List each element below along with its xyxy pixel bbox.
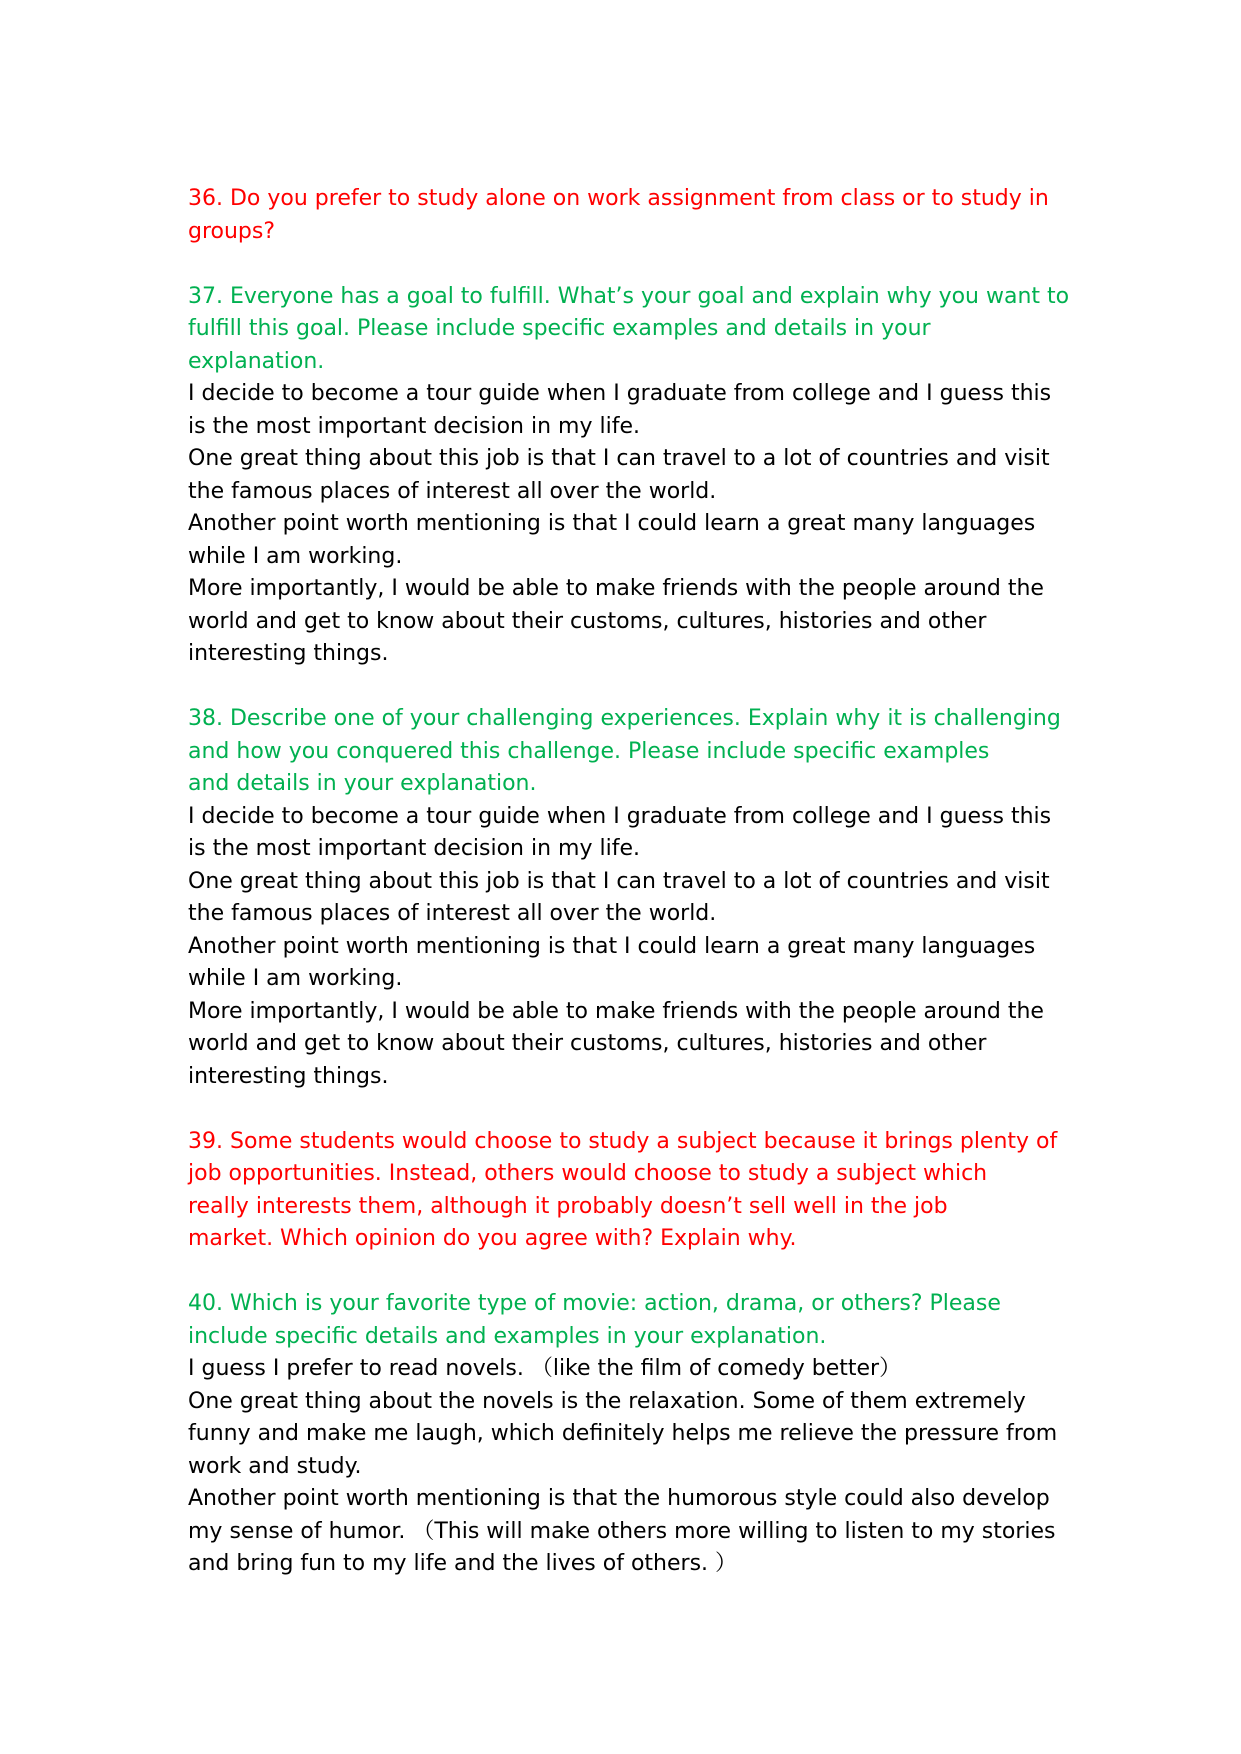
question-39-line: really interests them, although it probably doesn’t sell well in the job xyxy=(188,1193,948,1219)
answer-38-line: Another point worth mentioning is that I could learn a great many languages xyxy=(188,933,1036,959)
answer-40 xyxy=(188,1353,1078,1581)
answer-40-line: funny and make me laugh, which definitely helps me relieve the pressure from xyxy=(188,1421,1058,1446)
question-36-line: groups? xyxy=(188,218,276,244)
document-body xyxy=(188,183,1078,1581)
answer-37 xyxy=(188,378,1078,671)
answer-38-line: interesting things. xyxy=(188,1063,389,1089)
answer-40-line: Another point worth mentioning is that the humorous style could also develop xyxy=(188,1486,1050,1511)
paragraph-spacer xyxy=(188,248,1078,281)
answer-38-line: One great thing about this job is that I can travel to a lot of countries and visit xyxy=(188,868,1050,894)
answer-37-line: I decide to become a tour guide when I graduate from college and I guess this xyxy=(188,381,1052,406)
question-39-line: job opportunities. Instead, others would choose to study a subject which xyxy=(188,1161,988,1186)
question-38-line: and how you conquered this challenge. Please include specific examples xyxy=(188,738,990,764)
paragraph-spacer xyxy=(188,1256,1078,1289)
paragraph-spacer xyxy=(188,1093,1078,1126)
answer-38-line: I decide to become a tour guide when I graduate from college and I guess this xyxy=(188,803,1052,829)
question-39-line: 39. Some students would choose to study a subject because it brings plenty of xyxy=(188,1128,1058,1154)
answer-37-line: while I am working. xyxy=(188,543,403,569)
answer-37-line: interesting things. xyxy=(188,641,389,666)
answer-38-line: More importantly, I would be able to make friends with the people around the xyxy=(188,998,1044,1024)
question-37-line: explanation. xyxy=(188,348,325,374)
answer-38 xyxy=(188,801,1078,1094)
question-38-line: and details in your explanation. xyxy=(188,771,537,796)
answer-40-line: I guess I prefer to read novels. （like the film of comedy better） xyxy=(188,1356,902,1381)
question-37-line: fulfill this goal. Please include specific examples and details in your xyxy=(188,316,931,341)
answer-40-line: work and study. xyxy=(188,1453,362,1479)
answer-37-line: world and get to know about their customs, cultures, histories and other xyxy=(188,608,987,634)
answer-38-line: while I am working. xyxy=(188,966,403,991)
answer-40-line: my sense of humor. （This will make others more willing to listen to my stories xyxy=(188,1518,1056,1544)
question-38-line: 38. Describe one of your challenging experiences. Explain why it is challenging xyxy=(188,706,1061,731)
question-37-line: 37. Everyone has a goal to fulfill. What’s your goal and explain why you want to xyxy=(188,283,1070,309)
answer-40-line: and bring fun to my life and the lives of others. ） xyxy=(188,1551,738,1576)
question-36 xyxy=(188,183,1078,248)
answer-37-line: is the most important decision in my life. xyxy=(188,413,640,439)
question-38 xyxy=(188,703,1078,801)
question-36-line: 36. Do you prefer to study alone on work assignment from class or to study in xyxy=(188,186,1049,211)
answer-37-line: Another point worth mentioning is that I could learn a great many languages xyxy=(188,511,1036,536)
answer-37-line: One great thing about this job is that I can travel to a lot of countries and visit xyxy=(188,446,1050,471)
answer-40-line: One great thing about the novels is the relaxation. Some of them extremely xyxy=(188,1388,1026,1414)
paragraph-spacer xyxy=(188,671,1078,704)
answer-38-line: world and get to know about their customs, cultures, histories and other xyxy=(188,1031,987,1056)
answer-38-line: the famous places of interest all over the world. xyxy=(188,901,717,926)
question-39 xyxy=(188,1126,1078,1256)
answer-37-line: the famous places of interest all over the world. xyxy=(188,478,717,504)
answer-38-line: is the most important decision in my life. xyxy=(188,836,640,861)
question-37 xyxy=(188,281,1078,379)
question-40-line: include specific details and examples in your explanation. xyxy=(188,1323,827,1349)
question-40-line: 40. Which is your favorite type of movie: action, drama, or others? Please xyxy=(188,1291,1001,1316)
question-40 xyxy=(188,1288,1078,1353)
answer-37-line: More importantly, I would be able to make friends with the people around the xyxy=(188,576,1044,601)
question-39-line: market. Which opinion do you agree with? Explain why. xyxy=(188,1226,797,1251)
